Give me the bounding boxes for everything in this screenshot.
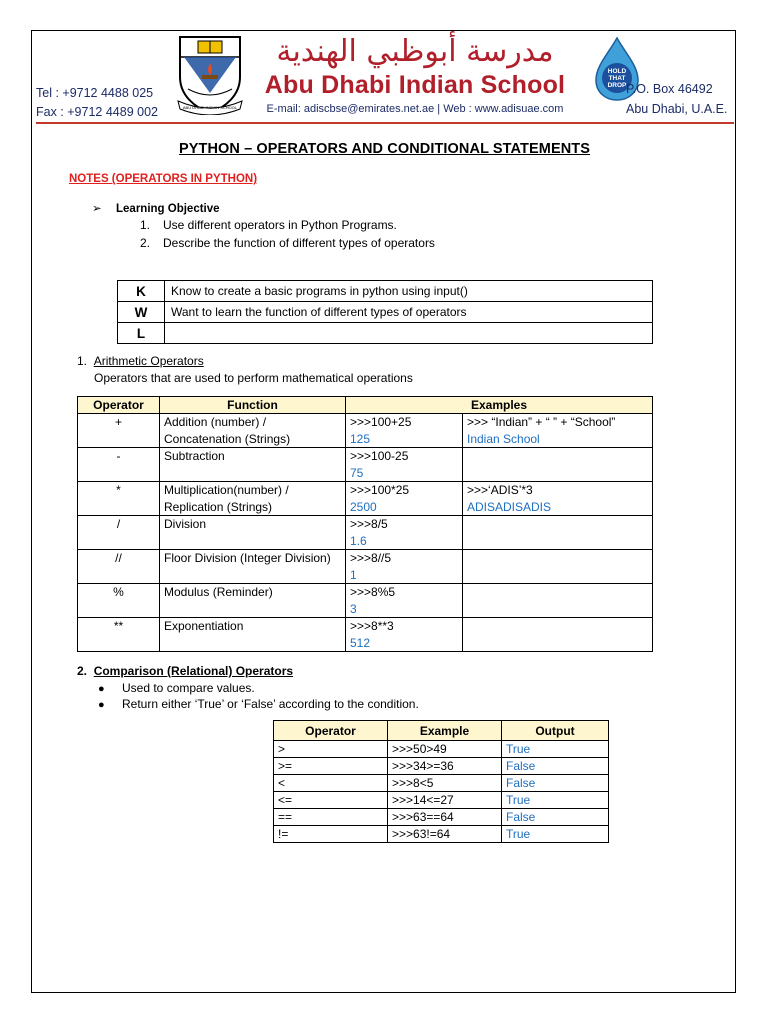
operator-cell: == <box>274 809 388 826</box>
example-cell: >>>50>49 <box>388 741 502 758</box>
fax: Fax : +9712 4489 002 <box>36 105 158 119</box>
operator-cell: % <box>78 584 160 618</box>
col-example: Example <box>388 721 502 741</box>
comparison-heading <box>77 664 293 678</box>
bullet-text: Used to compare values. <box>122 681 255 695</box>
objective-text: Describe the function of different types of operators <box>163 236 435 250</box>
city: Abu Dhabi, U.A.E. <box>626 102 728 116</box>
operator-cell: // <box>78 550 160 584</box>
operator-cell: <= <box>274 792 388 809</box>
example-cell: >>>14<=27 <box>388 792 502 809</box>
example-output: 3 <box>350 601 357 616</box>
function-cell: Multiplication(number) / Replication (Strings) <box>160 482 346 516</box>
objective-text: Use different operators in Python Programs. <box>163 218 397 232</box>
table-row <box>274 758 609 775</box>
list-item <box>98 681 255 695</box>
section-title: Arithmetic Operators <box>93 354 204 368</box>
arithmetic-description: Operators that are used to perform mathematical operations <box>94 371 413 385</box>
kwl-text <box>165 323 653 344</box>
arithmetic-heading <box>77 354 204 368</box>
table-row <box>78 550 653 584</box>
contact-address <box>626 79 727 119</box>
example-cell <box>346 550 463 584</box>
function-cell: Subtraction <box>160 448 346 482</box>
operator-cell: >= <box>274 758 388 775</box>
col-output: Output <box>502 721 609 741</box>
example-code: >>>100-25 <box>350 449 409 463</box>
example-cell <box>346 618 463 652</box>
function-cell: Addition (number) / Concatenation (Strings) <box>160 414 346 448</box>
output-cell: False <box>502 775 609 792</box>
example-cell <box>346 516 463 550</box>
example-cell <box>346 584 463 618</box>
example-output: 1 <box>350 567 357 582</box>
operator-cell: > <box>274 741 388 758</box>
learning-objective-heading <box>92 201 220 215</box>
function-cell: Exponentiation <box>160 618 346 652</box>
objective-num: 1. <box>140 218 151 232</box>
table-row <box>78 584 653 618</box>
operator-cell: * <box>78 482 160 516</box>
function-cell: Floor Division (Integer Division) <box>160 550 346 584</box>
table-row <box>78 482 653 516</box>
example-code: >>>8%5 <box>350 585 396 599</box>
example-output: 2500 <box>350 499 377 514</box>
operator-cell: / <box>78 516 160 550</box>
objective-num: 2. <box>140 236 151 250</box>
school-name-arabic: مدرسة أبوظبي الهندية <box>276 34 554 69</box>
example-cell <box>346 448 463 482</box>
example-cell <box>463 414 653 448</box>
letterhead <box>32 31 737 126</box>
school-name: Abu Dhabi Indian School <box>264 71 566 99</box>
example-cell <box>463 584 653 618</box>
example-cell <box>463 550 653 584</box>
table-header-row <box>274 721 609 741</box>
operator-cell: - <box>78 448 160 482</box>
arithmetic-table <box>77 396 653 652</box>
objective-item <box>140 236 435 250</box>
example-output: 75 <box>350 465 364 480</box>
operator-cell: < <box>274 775 388 792</box>
kwl-row <box>118 323 653 344</box>
table-row <box>274 826 609 843</box>
contact-phone-fax <box>36 84 158 122</box>
section-title: Comparison (Relational) Operators <box>93 664 294 678</box>
objective-label: Learning Objective <box>116 203 220 215</box>
crest-ribbon-text: ABU DHABI INDIAN SCHOOL <box>182 105 238 110</box>
example-output: 1.6 <box>350 533 367 548</box>
document-title: PYTHON – OPERATORS AND CONDITIONAL STATEMENTS <box>178 141 591 157</box>
table-row <box>274 775 609 792</box>
example-cell <box>346 482 463 516</box>
example-cell: >>>34>=36 <box>388 758 502 775</box>
output-cell: True <box>502 792 609 809</box>
example-output: 125 <box>350 431 371 446</box>
drop-text-1: HOLD <box>607 68 627 75</box>
notes-heading: NOTES (OPERATORS IN PYTHON) <box>69 173 258 185</box>
header-divider <box>36 122 734 124</box>
school-crest-icon <box>174 33 246 115</box>
drop-text-2: THAT <box>608 75 626 82</box>
example-code: >>>8/5 <box>350 517 388 531</box>
kwl-table <box>117 280 653 344</box>
kwl-text: Want to learn the function of different types of operators <box>165 302 653 323</box>
operator-cell: + <box>78 414 160 448</box>
output-cell: True <box>502 826 609 843</box>
tel: Tel : +9712 4488 025 <box>36 86 154 100</box>
drop-text-3: DROP <box>607 82 627 89</box>
example-cell: >>>8<5 <box>388 775 502 792</box>
table-row <box>78 414 653 448</box>
example-cell <box>463 516 653 550</box>
example-code: >>>100*25 <box>350 483 410 497</box>
objective-item <box>140 218 397 232</box>
section-num: 1. <box>77 354 88 368</box>
example-code: >>>‘ADIS’*3 <box>467 483 533 497</box>
example-cell <box>463 618 653 652</box>
kwl-key: K <box>118 281 165 302</box>
example-cell <box>463 482 653 516</box>
function-cell: Division <box>160 516 346 550</box>
table-row <box>274 741 609 758</box>
bullet-icon: ● <box>98 699 105 711</box>
col-operator: Operator <box>78 397 160 414</box>
example-code: >>>8**3 <box>350 619 394 633</box>
operator-cell: ** <box>78 618 160 652</box>
table-row <box>274 792 609 809</box>
output-cell: False <box>502 758 609 775</box>
function-cell: Modulus (Reminder) <box>160 584 346 618</box>
example-cell: >>>63==64 <box>388 809 502 826</box>
output-cell: False <box>502 809 609 826</box>
bullet-text: Return either ‘True’ or ‘False’ according to the condition. <box>122 697 419 711</box>
kwl-key: L <box>118 323 165 344</box>
table-header-row <box>78 397 653 414</box>
kwl-text: Know to create a basic programs in python using input() <box>165 281 653 302</box>
table-row <box>78 516 653 550</box>
col-function: Function <box>160 397 346 414</box>
email-web: E-mail: adiscbse@emirates.net.ae | Web : www.adisuae.com <box>266 103 564 115</box>
example-cell <box>463 448 653 482</box>
operator-cell: != <box>274 826 388 843</box>
page-frame <box>31 30 736 993</box>
table-row <box>274 809 609 826</box>
example-output: 512 <box>350 635 371 650</box>
example-code: >>>8//5 <box>350 551 392 565</box>
table-row <box>78 618 653 652</box>
example-cell <box>346 414 463 448</box>
comparison-table <box>273 720 609 843</box>
col-examples: Examples <box>346 397 653 414</box>
example-cell: >>>63!=64 <box>388 826 502 843</box>
arrow-bullet-icon: ➢ <box>92 203 102 215</box>
kwl-row <box>118 302 653 323</box>
output-cell: True <box>502 741 609 758</box>
example-output: Indian School <box>467 431 540 446</box>
example-code: >>>100+25 <box>350 415 412 429</box>
kwl-key: W <box>118 302 165 323</box>
col-operator: Operator <box>274 721 388 741</box>
kwl-row <box>118 281 653 302</box>
example-output: ADISADISADIS <box>467 499 552 514</box>
po-box: P.O. Box 46492 <box>626 82 713 96</box>
section-num: 2. <box>77 664 88 678</box>
table-row <box>78 448 653 482</box>
bullet-icon: ● <box>98 683 105 695</box>
example-code: >>> “Indian” + “ ” + “School” <box>467 415 616 429</box>
list-item <box>98 697 419 711</box>
